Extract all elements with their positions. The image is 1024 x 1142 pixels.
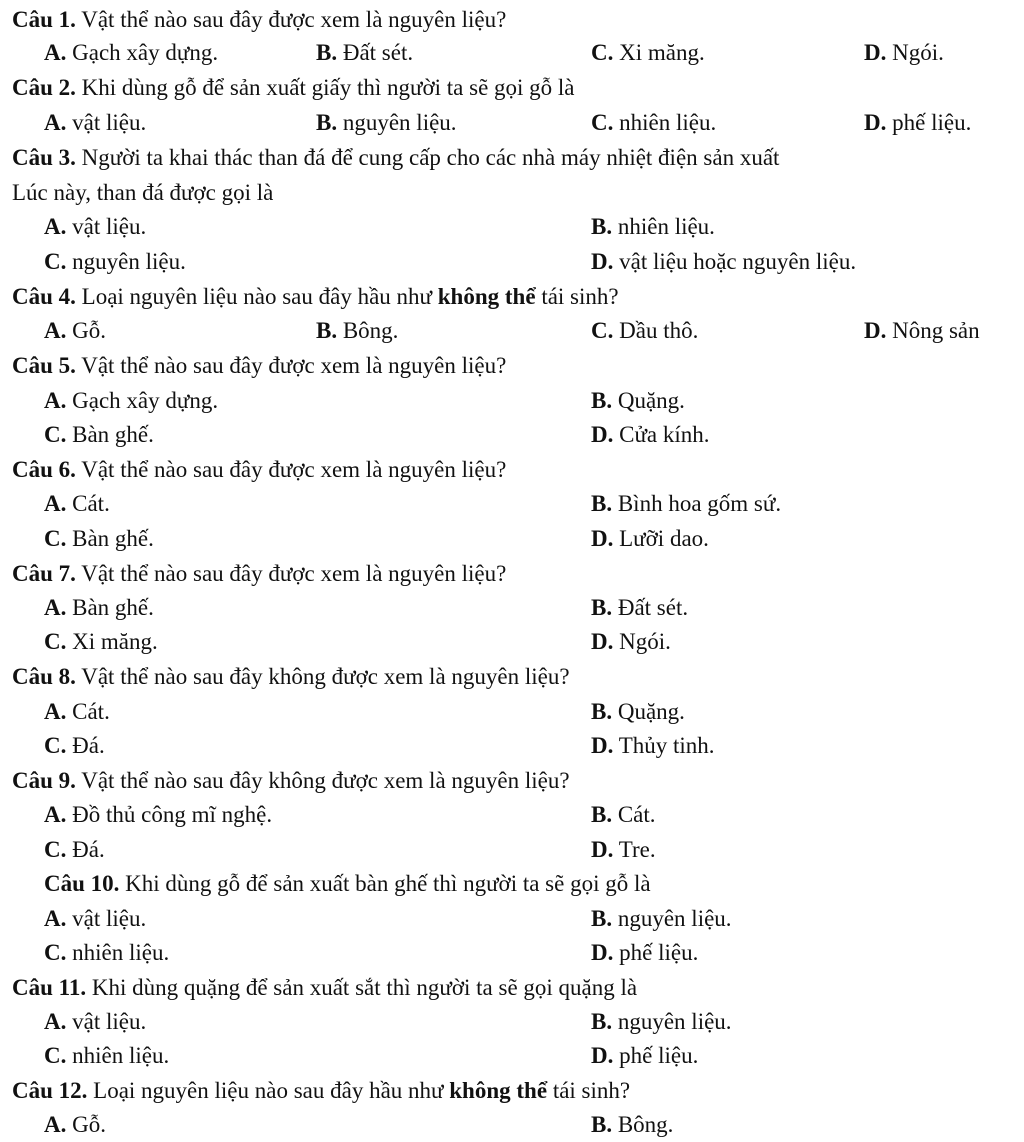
option-text: Cát. (612, 802, 656, 827)
option-text: Gỗ. (66, 318, 106, 343)
option-b (591, 698, 685, 726)
option-text: Bàn ghế. (66, 422, 154, 447)
option-text: Xi măng. (613, 40, 705, 65)
option-d (591, 628, 671, 656)
option-text: Xi măng. (66, 629, 158, 654)
option-text: Lưỡi dao. (613, 526, 709, 551)
question-text: Khi dùng gỗ để sản xuất giấy thì người ta sẽ gọi gỗ là (75, 75, 575, 100)
question-number: Câu 8. (12, 664, 76, 689)
option-b (591, 490, 781, 518)
question-number: Câu 3. (12, 145, 76, 170)
question-12 (12, 1077, 630, 1105)
option-b (591, 905, 732, 933)
option-letter: D. (591, 940, 614, 965)
option-a (44, 387, 218, 415)
option-letter: A. (44, 388, 67, 413)
question-number: Câu 2. (12, 75, 76, 100)
question-7 (12, 560, 506, 588)
option-letter: D. (864, 110, 887, 135)
option-c (44, 939, 169, 967)
option-letter: B. (316, 40, 338, 65)
question-text: Vật thể nào sau đây không được xem là nguyên liệu? (75, 768, 570, 793)
option-letter: B. (591, 802, 613, 827)
option-letter: D. (864, 40, 887, 65)
option-text: Ngói. (613, 629, 671, 654)
option-letter: C. (44, 249, 67, 274)
option-letter: B. (591, 906, 613, 931)
option-a (44, 1111, 106, 1139)
option-text: Quặng. (612, 388, 685, 413)
option-a (44, 317, 106, 345)
option-text: Ngói. (886, 40, 944, 65)
option-b (591, 594, 688, 622)
option-letter: C. (44, 1043, 67, 1068)
question-number: Câu 11. (12, 975, 87, 1000)
option-b (316, 317, 398, 345)
option-text: Bàn ghế. (66, 526, 154, 551)
option-text: Đất sét. (337, 40, 414, 65)
option-c (44, 628, 158, 656)
option-d (591, 525, 709, 553)
option-letter: A. (44, 699, 67, 724)
question-text: tái sinh? (535, 284, 619, 309)
option-b (316, 109, 457, 137)
option-text: nhiên liệu. (613, 110, 717, 135)
option-c (44, 525, 154, 553)
option-letter: A. (44, 40, 67, 65)
question-text: Khi dùng quặng để sản xuất sắt thì người ta sẽ gọi quặng là (86, 975, 638, 1000)
question-text: Vật thể nào sau đây được xem là nguyên liệu? (75, 7, 507, 32)
option-letter: B. (591, 214, 613, 239)
option-text: Đồ thủ công mĩ nghệ. (66, 802, 273, 827)
option-d (864, 39, 944, 67)
option-text: phế liệu. (613, 1043, 699, 1068)
option-letter: B. (591, 699, 613, 724)
question-number: Câu 5. (12, 353, 76, 378)
option-text: Quặng. (612, 699, 685, 724)
question-5 (12, 352, 506, 380)
option-letter: A. (44, 802, 67, 827)
option-letter: A. (44, 1009, 67, 1034)
question-number: Câu 9. (12, 768, 76, 793)
question-text: Vật thể nào sau đây không được xem là nguyên liệu? (75, 664, 570, 689)
option-d (864, 317, 980, 345)
question-text: Lúc này, than đá được gọi là (12, 180, 274, 205)
question-text: Khi dùng gỗ để sản xuất bàn ghế thì người ta sẽ gọi gỗ là (119, 871, 651, 896)
question-1 (12, 6, 506, 34)
option-a (44, 490, 110, 518)
option-b (591, 1111, 673, 1139)
option-text: vật liệu. (66, 110, 147, 135)
question-3-continuation (12, 179, 273, 207)
option-letter: B. (316, 318, 338, 343)
option-text: nhiên liệu. (66, 1043, 170, 1068)
question-4 (12, 283, 619, 311)
question-text: Vật thể nào sau đây được xem là nguyên liệu? (75, 353, 507, 378)
option-text: vật liệu hoặc nguyên liệu. (613, 249, 857, 274)
option-letter: D. (591, 1043, 614, 1068)
question-text: Loại nguyên liệu nào sau đây hầu như (87, 1078, 450, 1103)
option-text: Đá. (66, 733, 105, 758)
option-letter: D. (864, 318, 887, 343)
option-letter: A. (44, 595, 67, 620)
option-letter: A. (44, 214, 67, 239)
question-number: Câu 7. (12, 561, 76, 586)
option-text: vật liệu. (66, 214, 147, 239)
option-a (44, 801, 272, 829)
question-text: Vật thể nào sau đây được xem là nguyên liệu? (75, 457, 507, 482)
option-text: phế liệu. (613, 940, 699, 965)
option-letter: D. (591, 733, 614, 758)
option-text: vật liệu. (66, 906, 147, 931)
emphasis-text: không thể (449, 1078, 548, 1103)
option-letter: C. (44, 940, 67, 965)
option-text: Thủy tinh. (613, 733, 715, 758)
question-text: Người ta khai thác than đá để cung cấp cho các nhà máy nhiệt điện sản xuất (75, 145, 780, 170)
option-letter: B. (591, 595, 613, 620)
option-text: Tre. (613, 837, 656, 862)
question-number: Câu 4. (12, 284, 76, 309)
option-d (591, 1042, 698, 1070)
option-c (44, 248, 186, 276)
option-letter: A. (44, 1112, 67, 1137)
question-9 (12, 767, 570, 795)
option-d (591, 939, 698, 967)
option-letter: A. (44, 906, 67, 931)
option-text: nguyên liệu. (66, 249, 186, 274)
option-text: Dầu thô. (613, 318, 699, 343)
option-letter: C. (44, 422, 67, 447)
option-letter: B. (591, 491, 613, 516)
option-letter: D. (591, 629, 614, 654)
option-letter: C. (44, 733, 67, 758)
option-letter: D. (591, 526, 614, 551)
option-b (316, 39, 413, 67)
option-d (591, 836, 656, 864)
question-3 (12, 144, 779, 172)
option-letter: D. (591, 249, 614, 274)
question-6 (12, 456, 506, 484)
option-a (44, 109, 146, 137)
option-text: nguyên liệu. (612, 1009, 732, 1034)
option-letter: C. (591, 40, 614, 65)
option-b (591, 1008, 732, 1036)
option-text: vật liệu. (66, 1009, 147, 1034)
option-d (591, 248, 856, 276)
option-letter: B. (591, 1112, 613, 1137)
option-letter: C. (591, 318, 614, 343)
option-text: Bàn ghế. (66, 595, 154, 620)
option-c (44, 1042, 169, 1070)
option-a (44, 698, 110, 726)
option-c (591, 39, 705, 67)
emphasis-text: không thể (437, 284, 536, 309)
question-2 (12, 74, 575, 102)
question-8 (12, 663, 570, 691)
option-b (591, 213, 715, 241)
option-a (44, 1008, 146, 1036)
question-number: Câu 12. (12, 1078, 88, 1103)
option-c (44, 836, 105, 864)
option-text: Nông sản (886, 318, 980, 343)
option-letter: A. (44, 491, 67, 516)
option-letter: A. (44, 318, 67, 343)
option-a (44, 213, 146, 241)
option-text: Cát. (66, 699, 110, 724)
question-10 (44, 870, 651, 898)
option-text: Bình hoa gốm sứ. (612, 491, 782, 516)
option-text: nguyên liệu. (612, 906, 732, 931)
option-letter: D. (591, 422, 614, 447)
option-text: Bông. (612, 1112, 674, 1137)
option-letter: B. (591, 388, 613, 413)
option-text: Gạch xây dựng. (66, 40, 219, 65)
option-text: Bông. (337, 318, 399, 343)
option-text: nguyên liệu. (337, 110, 457, 135)
question-text: tái sinh? (547, 1078, 631, 1103)
question-number: Câu 1. (12, 7, 76, 32)
option-d (591, 732, 715, 760)
question-number: Câu 10. (44, 871, 120, 896)
option-letter: B. (591, 1009, 613, 1034)
option-letter: C. (44, 629, 67, 654)
option-text: Cát. (66, 491, 110, 516)
option-text: Đá. (66, 837, 105, 862)
option-text: Gỗ. (66, 1112, 106, 1137)
option-b (591, 387, 685, 415)
option-text: nhiên liệu. (612, 214, 715, 239)
question-text: Vật thể nào sau đây được xem là nguyên liệu? (75, 561, 507, 586)
option-d (591, 421, 710, 449)
option-text: nhiên liệu. (66, 940, 170, 965)
option-c (44, 421, 154, 449)
option-a (44, 39, 218, 67)
option-letter: D. (591, 837, 614, 862)
option-c (591, 109, 716, 137)
option-d (864, 109, 971, 137)
option-c (44, 732, 105, 760)
option-letter: C. (591, 110, 614, 135)
option-text: Gạch xây dựng. (66, 388, 219, 413)
option-letter: B. (316, 110, 338, 135)
option-c (591, 317, 698, 345)
question-number: Câu 6. (12, 457, 76, 482)
option-text: Cửa kính. (613, 422, 710, 447)
option-b (591, 801, 656, 829)
option-letter: A. (44, 110, 67, 135)
option-a (44, 594, 154, 622)
option-text: phế liệu. (886, 110, 972, 135)
option-a (44, 905, 146, 933)
option-text: Đất sét. (612, 595, 689, 620)
question-11 (12, 974, 637, 1002)
question-text: Loại nguyên liệu nào sau đây hầu như (75, 284, 438, 309)
option-letter: C. (44, 526, 67, 551)
option-letter: C. (44, 837, 67, 862)
